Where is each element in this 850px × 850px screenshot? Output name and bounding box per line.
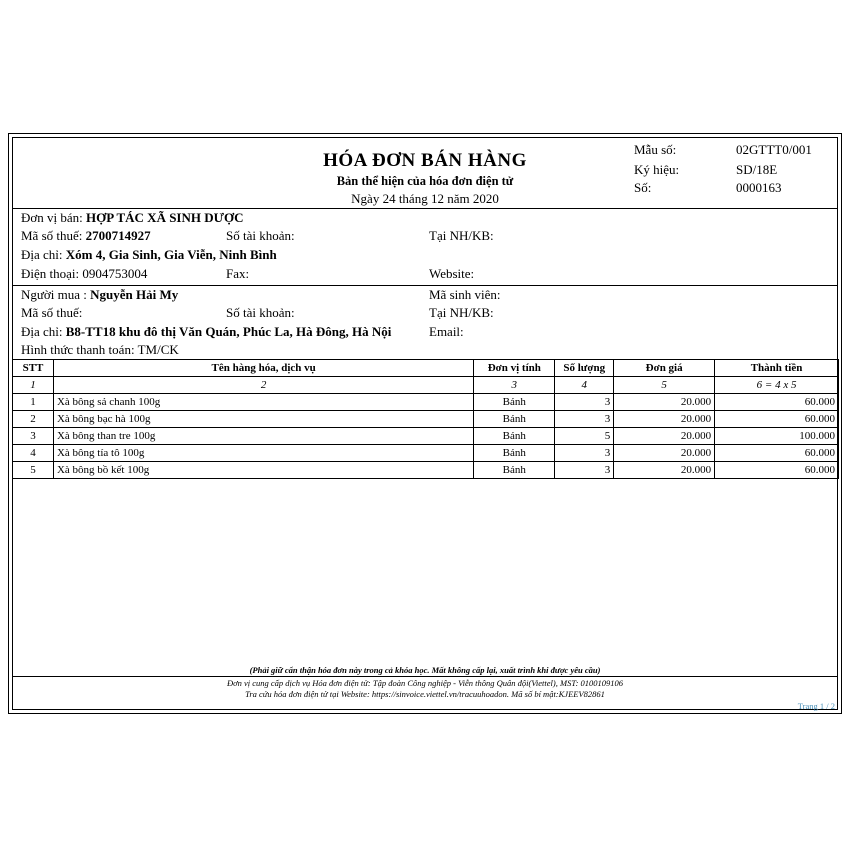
item-amount: 60.000 xyxy=(715,462,839,479)
item-stt: 4 xyxy=(13,445,54,462)
table-row xyxy=(13,394,839,411)
item-qty: 3 xyxy=(555,445,614,462)
table-row xyxy=(13,428,839,445)
seller-name: HỢP TÁC XÃ SINH DƯỢC xyxy=(86,210,244,225)
item-price: 20.000 xyxy=(614,411,715,428)
buyer-student-label: Mã sinh viên: xyxy=(429,287,501,302)
item-price: 20.000 xyxy=(614,462,715,479)
footer-lookup: Tra cứu hóa đơn điện tử tại Website: https://sinvoice.viettel.vn/tracuuhoadon. Mã số bí mật:KJEEV82861 xyxy=(245,689,605,699)
buyer-name: Nguyễn Hải My xyxy=(90,287,179,302)
invoice-frame xyxy=(12,137,838,710)
invoice-subtitle: Bản thể hiện của hóa đơn điện tử xyxy=(336,174,514,188)
buyer-payment-label: Hình thức thanh toán: xyxy=(21,342,135,357)
item-qty: 5 xyxy=(555,428,614,445)
divider-seller xyxy=(13,285,837,286)
buyer-name-label: Người mua : xyxy=(21,287,87,302)
index-cell: 3 xyxy=(474,377,555,394)
header-amount: Thành tiền xyxy=(715,360,839,377)
buyer-tax-label: Mã số thuế: xyxy=(21,305,83,320)
buyer-bank-label: Tại NH/KB: xyxy=(429,305,494,320)
buyer-address: B8-TT18 khu đô thị Văn Quán, Phúc La, Hà Đông, Hà Nội xyxy=(65,324,392,339)
item-name: Xà bông bạc hà 100g xyxy=(53,411,473,428)
seller-name-label: Đơn vị bán: xyxy=(21,210,83,225)
seller-address-row xyxy=(21,247,277,263)
seller-account-label: Số tài khoản: xyxy=(226,228,295,243)
buyer-email-label: Email: xyxy=(429,324,464,339)
index-cell: 6 = 4 x 5 xyxy=(715,377,839,394)
item-qty: 3 xyxy=(555,462,614,479)
invoice-date: Ngày 24 tháng 12 năm 2020 xyxy=(351,191,499,206)
index-cell: 5 xyxy=(614,377,715,394)
item-name: Xà bông bồ kết 100g xyxy=(53,462,473,479)
table-row xyxy=(13,411,839,428)
ky-hieu-value: SD/18E xyxy=(736,162,778,177)
seller-phone-label: Điện thoại: xyxy=(21,266,80,281)
table-index-row xyxy=(13,377,839,394)
item-name: Xà bông than tre 100g xyxy=(53,428,473,445)
header-stt: STT xyxy=(13,360,54,377)
item-amount: 60.000 xyxy=(715,411,839,428)
footer-note: (Phải giữ cẩn thận hóa đơn này trong cả khóa học. Mất không cấp lại, xuất trình khi được yêu cầu) xyxy=(249,665,601,675)
buyer-payment: TM/CK xyxy=(137,342,179,357)
item-name: Xà bông tía tô 100g xyxy=(53,445,473,462)
item-qty: 3 xyxy=(555,411,614,428)
ky-hieu-label: Ký hiệu: xyxy=(634,162,680,177)
buyer-name-row xyxy=(21,287,178,303)
index-cell: 1 xyxy=(13,377,54,394)
so-label: Số: xyxy=(634,180,652,195)
header-qty: Số lượng xyxy=(555,360,614,377)
seller-address-label: Địa chỉ: xyxy=(21,247,63,262)
item-unit: Bánh xyxy=(474,445,555,462)
table-row xyxy=(13,462,839,479)
seller-tax-row xyxy=(21,228,151,244)
index-cell: 4 xyxy=(555,377,614,394)
buyer-payment-row xyxy=(21,342,179,358)
header-price: Đơn giá xyxy=(614,360,715,377)
index-cell: 2 xyxy=(53,377,473,394)
buyer-address-row xyxy=(21,324,391,340)
invoice-page xyxy=(8,133,842,714)
item-unit: Bánh xyxy=(474,428,555,445)
header-unit: Đơn vị tính xyxy=(474,360,555,377)
so-value: 0000163 xyxy=(736,180,782,195)
mau-so-label: Mẫu số: xyxy=(634,142,677,157)
seller-phone-row xyxy=(21,266,147,282)
table-header-row xyxy=(13,360,839,377)
item-price: 20.000 xyxy=(614,394,715,411)
item-unit: Bánh xyxy=(474,411,555,428)
seller-website-label: Website: xyxy=(429,266,475,281)
seller-name-row xyxy=(21,210,243,226)
page-number: Trang 1 / 2 xyxy=(797,701,835,711)
seller-tax-label: Mã số thuế: xyxy=(21,228,83,243)
item-amount: 100.000 xyxy=(715,428,839,445)
item-unit: Bánh xyxy=(474,394,555,411)
divider-header xyxy=(13,208,837,209)
item-unit: Bánh xyxy=(474,462,555,479)
item-amount: 60.000 xyxy=(715,394,839,411)
item-stt: 2 xyxy=(13,411,54,428)
buyer-account-label: Số tài khoản: xyxy=(226,305,295,320)
seller-address: Xóm 4, Gia Sinh, Gia Viễn, Ninh Bình xyxy=(65,247,277,262)
items-table xyxy=(12,359,839,479)
item-qty: 3 xyxy=(555,394,614,411)
item-price: 20.000 xyxy=(614,428,715,445)
item-name: Xà bông sả chanh 100g xyxy=(53,394,473,411)
seller-phone: 0904753004 xyxy=(82,266,148,281)
footer-provider: Đơn vị cung cấp dịch vụ Hóa đơn điện tử: Tập đoàn Công nghiệp - Viễn thông Quân đội(Viettel), MST: 0100109106 xyxy=(226,678,624,688)
invoice-title: HÓA ĐƠN BÁN HÀNG xyxy=(323,150,527,171)
header-name: Tên hàng hóa, dịch vụ xyxy=(53,360,473,377)
item-amount: 60.000 xyxy=(715,445,839,462)
buyer-address-label: Địa chỉ: xyxy=(21,324,63,339)
mau-so-value: 02GTTT0/001 xyxy=(736,142,812,157)
seller-bank-label: Tại NH/KB: xyxy=(429,228,494,243)
seller-fax-label: Fax: xyxy=(226,266,250,281)
table-row xyxy=(13,445,839,462)
item-stt: 5 xyxy=(13,462,54,479)
divider-footer xyxy=(13,676,837,677)
seller-tax: 2700714927 xyxy=(85,228,151,243)
item-price: 20.000 xyxy=(614,445,715,462)
item-stt: 3 xyxy=(13,428,54,445)
item-stt: 1 xyxy=(13,394,54,411)
